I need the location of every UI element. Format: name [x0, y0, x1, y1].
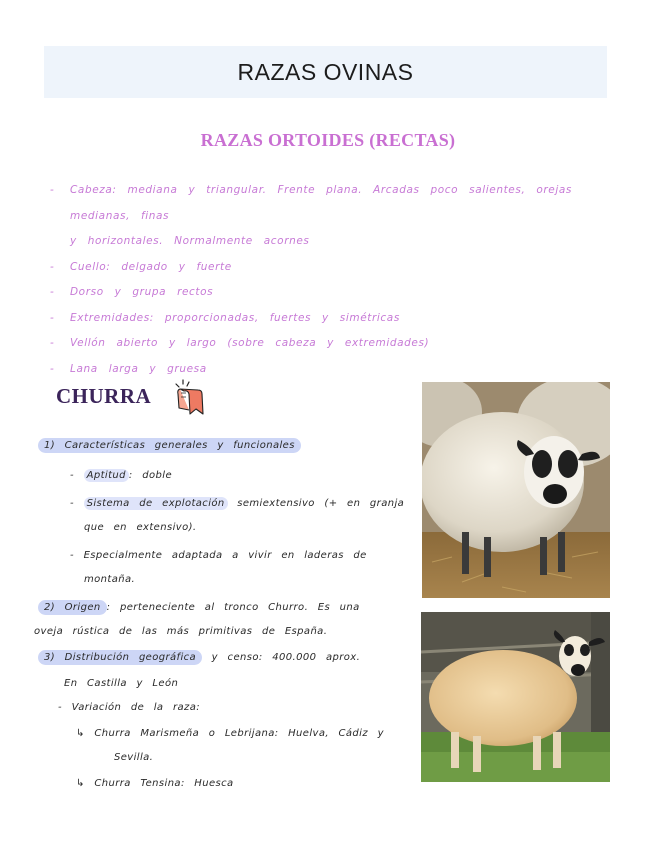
- note-line: Sevilla.: [114, 752, 154, 763]
- highlight-item-2: 2) Origen: [38, 600, 107, 615]
- trait-item-continuation: y horizontales. Normalmente acornes: [70, 235, 310, 247]
- note-line: [38, 440, 301, 451]
- note-line: ↳ Churra Marismeña o Lebrijana: Huelva, Cádiz y: [76, 728, 384, 739]
- bullet-dash: -: [50, 184, 55, 196]
- note-line: - Aptitud : doble: [70, 470, 172, 481]
- note-line: - Variación de la raza:: [58, 702, 200, 713]
- highlight-sistema: Sistema de explotación: [84, 497, 228, 510]
- title-banner: [44, 46, 607, 98]
- bookmark-icon: [172, 378, 208, 418]
- note-line: 3) Distribución geográfica y censo: 400.000 aprox.: [38, 652, 360, 663]
- bullet-dash: -: [50, 286, 55, 298]
- trait-item: - Lana larga y gruesa: [50, 357, 616, 383]
- bullet-dash: -: [50, 362, 55, 375]
- note-line: - Sistema de explotación semiextensivo (+ en granja: [70, 498, 405, 509]
- bullet-dash: -: [50, 337, 55, 349]
- trait-item: - Extremidades: proporcionadas, fuertes y simétricas: [50, 306, 616, 332]
- highlight-item-1: 1) Características generales y funcionales: [38, 438, 301, 453]
- note-line: oveja rústica de las más primitivas de España.: [34, 626, 328, 637]
- highlight-item-3: 3) Distribución geográfica: [38, 650, 202, 665]
- page-title: RAZAS OVINAS: [237, 58, 414, 85]
- churra-sheep-photo-2: [421, 612, 610, 782]
- highlight-aptitud: Aptitud: [84, 469, 129, 482]
- note-line: En Castilla y León: [64, 678, 179, 689]
- trait-item: - Dorso y grupa rectos: [50, 280, 616, 306]
- trait-item: - Cabeza: mediana y triangular. Frente plana. Arcadas poco salientes, orejas medianas, finas: [50, 178, 616, 229]
- note-line: que en extensivo).: [84, 522, 197, 533]
- breed-title: CHURRA: [56, 384, 152, 408]
- trait-item: - Vellón abierto y largo (sobre cabeza y extremidades): [50, 331, 616, 357]
- note-line: 2) Origen : perteneciente al tronco Churro. Es una: [38, 602, 360, 613]
- bullet-dash: -: [50, 311, 55, 324]
- note-line: ↳ Churra Tensina: Huesca: [76, 778, 234, 789]
- breed-traits-list: [50, 178, 616, 382]
- section-heading: RAZAS ORTOIDES (RECTAS): [200, 130, 456, 150]
- trait-item: - Cuello: delgado y fuerte: [50, 255, 616, 281]
- note-line: - Especialmente adaptada a vivir en laderas de: [70, 550, 367, 561]
- note-line: montaña.: [84, 574, 136, 585]
- churra-sheep-photo-1: [422, 382, 610, 598]
- bullet-dash: -: [50, 260, 55, 273]
